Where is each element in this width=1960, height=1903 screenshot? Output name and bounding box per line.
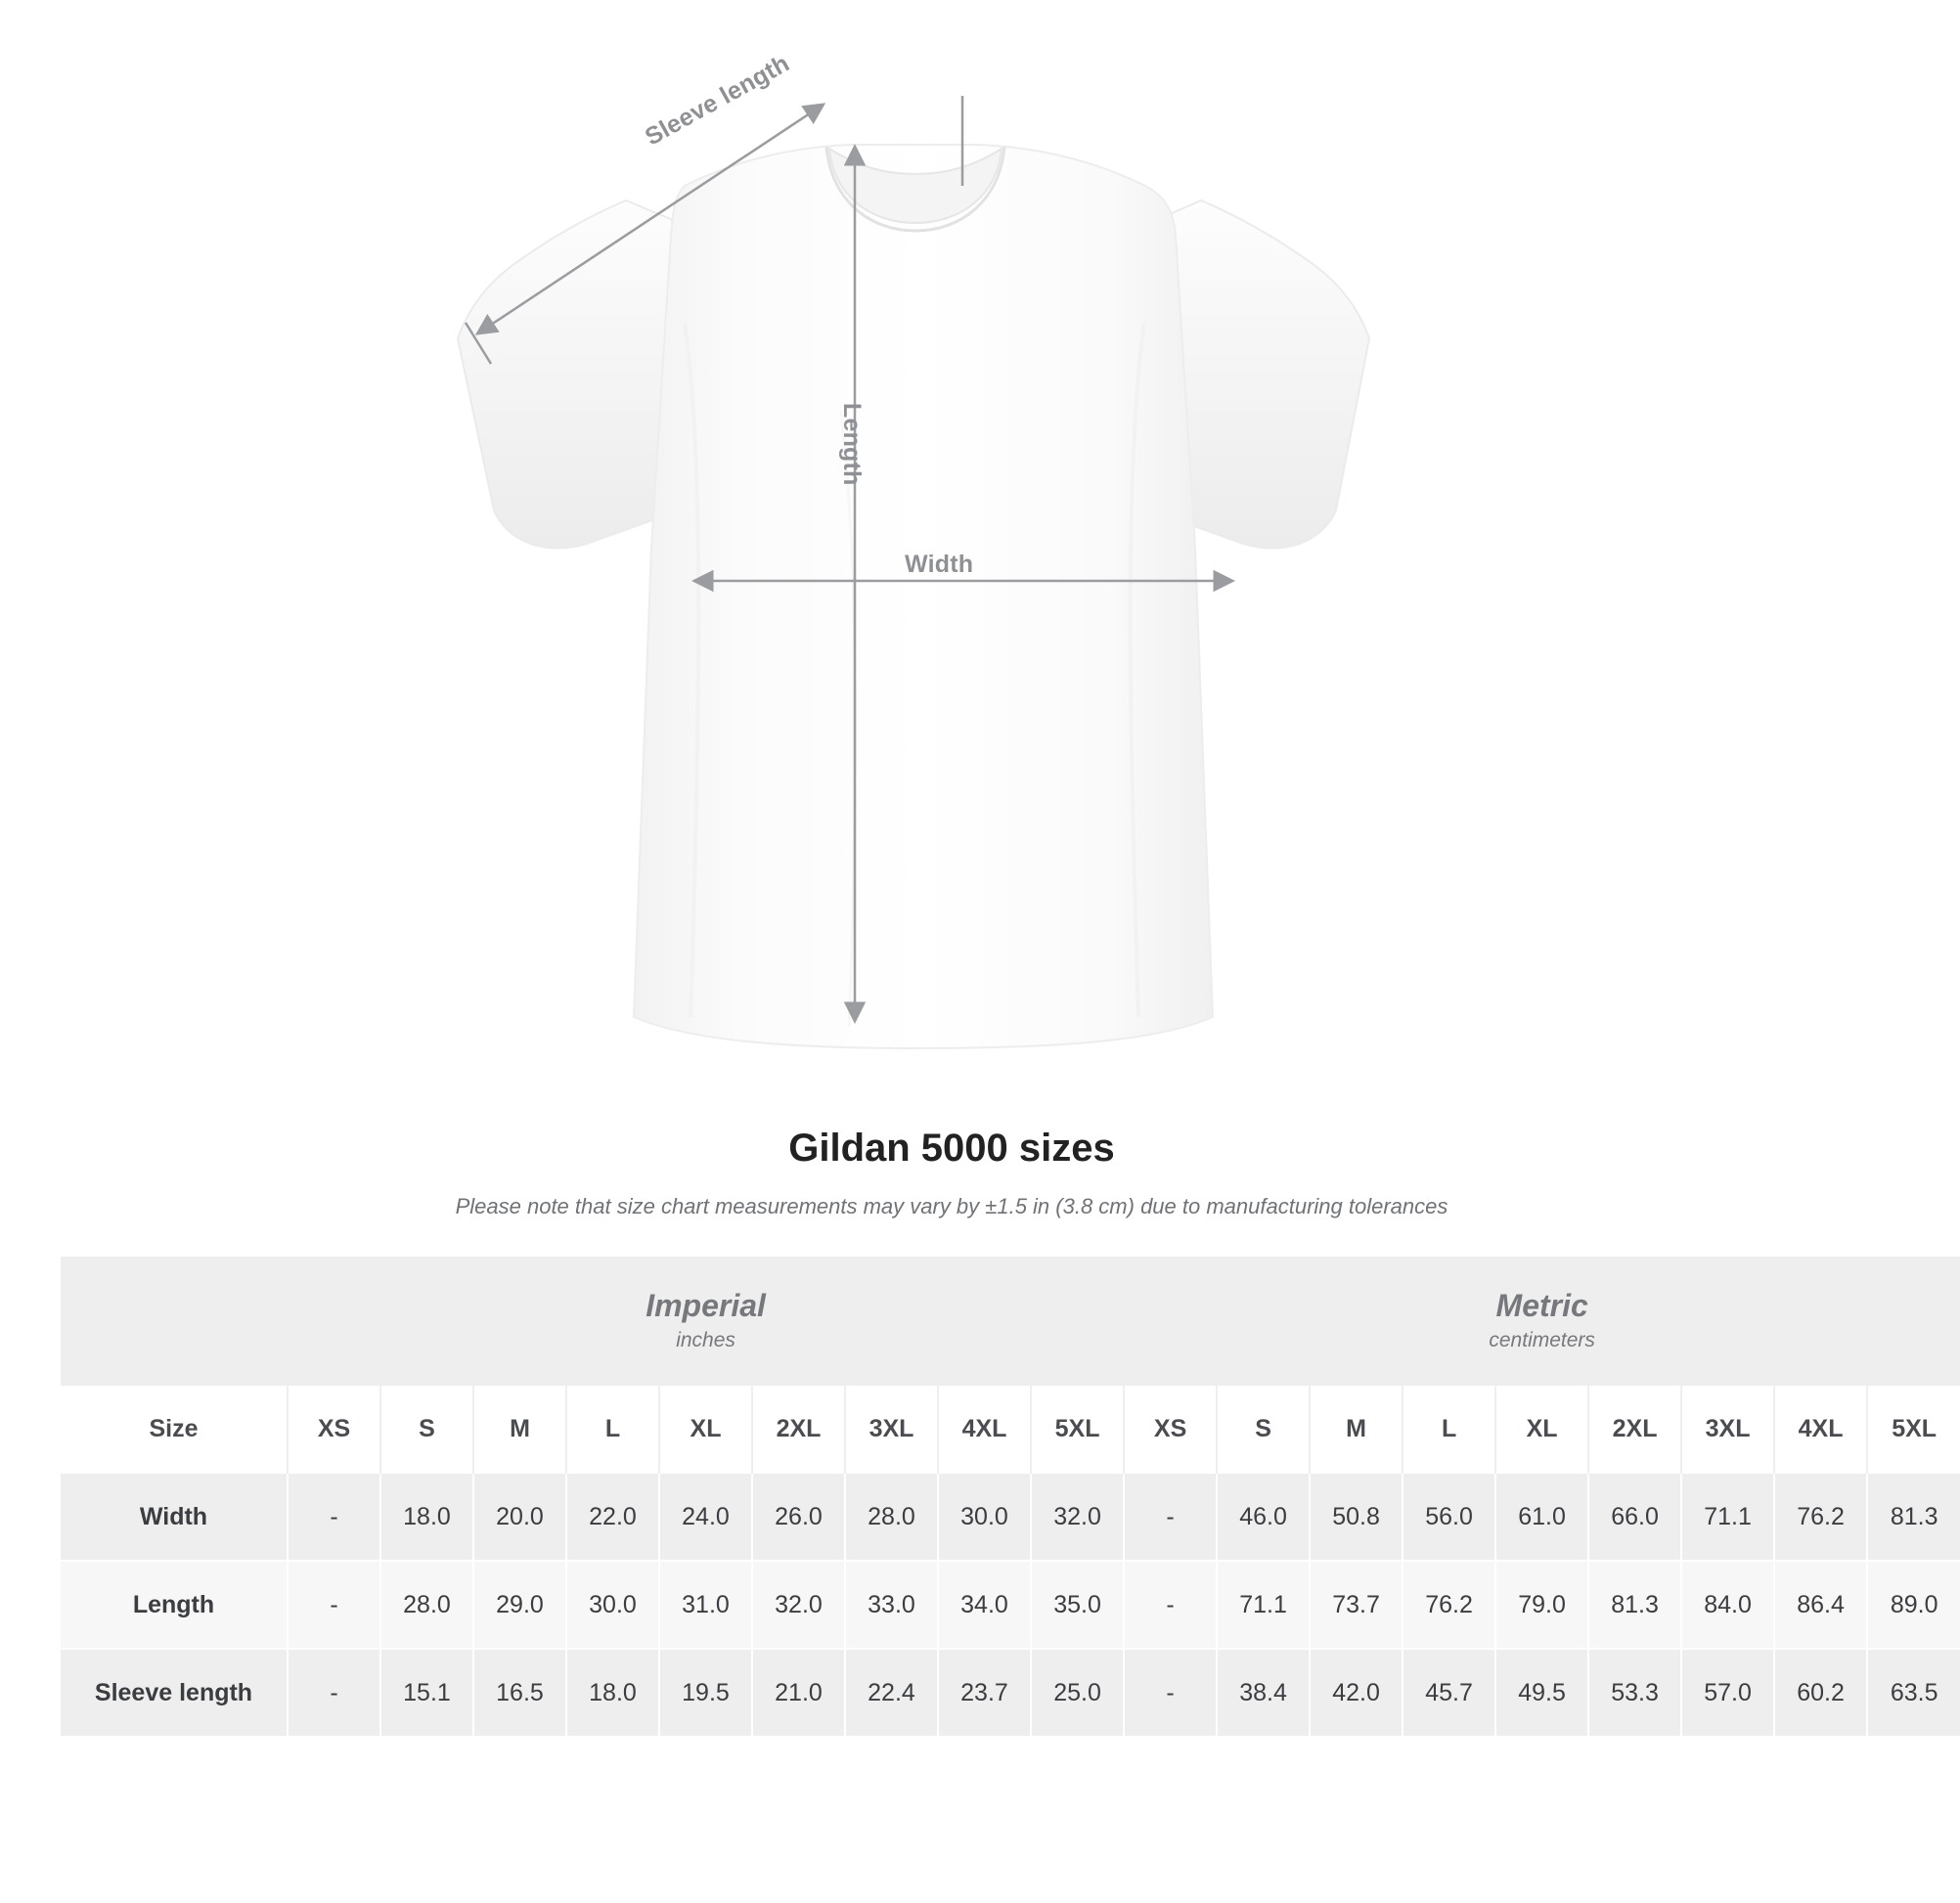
length-imperial-s: 28.0 [380, 1561, 473, 1649]
sleeve-metric-xl: 49.5 [1495, 1649, 1588, 1736]
length-imperial-xl: 31.0 [659, 1561, 752, 1649]
unit-header-row [61, 1257, 1960, 1386]
width-imperial-2xl: 26.0 [752, 1473, 845, 1561]
row-label-length: Length [61, 1561, 288, 1649]
size-header-metric-2xl: 2XL [1588, 1386, 1681, 1473]
size-header-metric-xl: XL [1495, 1386, 1588, 1473]
width-imperial-m: 20.0 [473, 1473, 566, 1561]
length-metric-m: 73.7 [1310, 1561, 1403, 1649]
length-metric-5xl: 89.0 [1867, 1561, 1960, 1649]
size-header-imperial-m: M [473, 1386, 566, 1473]
length-metric-xs: - [1124, 1561, 1217, 1649]
row-label-sleeve-length: Sleeve length [61, 1649, 288, 1736]
width-imperial-3xl: 28.0 [845, 1473, 938, 1561]
sleeve-metric-m: 42.0 [1310, 1649, 1403, 1736]
size-header-imperial-s: S [380, 1386, 473, 1473]
width-metric-s: 46.0 [1217, 1473, 1310, 1561]
width-imperial-xs: - [288, 1473, 380, 1561]
unit-system-metric: Metric [1495, 1288, 1588, 1324]
length-metric-4xl: 86.4 [1774, 1561, 1867, 1649]
sleeve-imperial-m: 16.5 [473, 1649, 566, 1736]
size-header-imperial-5xl: 5XL [1031, 1386, 1124, 1473]
unit-group-metric [1124, 1257, 1960, 1386]
size-column-header: Size [61, 1386, 288, 1473]
size-header-metric-3xl: 3XL [1681, 1386, 1774, 1473]
length-imperial-4xl: 34.0 [938, 1561, 1031, 1649]
length-dimension-label: Length [838, 403, 866, 486]
length-metric-2xl: 81.3 [1588, 1561, 1681, 1649]
width-metric-xs: - [1124, 1473, 1217, 1561]
length-imperial-m: 29.0 [473, 1561, 566, 1649]
size-header-metric-4xl: 4XL [1774, 1386, 1867, 1473]
size-header-metric-xs: XS [1124, 1386, 1217, 1473]
sleeve-imperial-s: 15.1 [380, 1649, 473, 1736]
sleeve-imperial-2xl: 21.0 [752, 1649, 845, 1736]
width-metric-l: 56.0 [1403, 1473, 1495, 1561]
length-imperial-5xl: 35.0 [1031, 1561, 1124, 1649]
length-imperial-3xl: 33.0 [845, 1561, 938, 1649]
page-title: Gildan 5000 sizes [788, 1127, 1115, 1170]
sleeve-metric-xs: - [1124, 1649, 1217, 1736]
size-header-imperial-xs: XS [288, 1386, 380, 1473]
size-header-metric-l: L [1403, 1386, 1495, 1473]
size-header-imperial-l: L [566, 1386, 659, 1473]
size-header-imperial-4xl: 4XL [938, 1386, 1031, 1473]
size-header-imperial-xl: XL [659, 1386, 752, 1473]
table-row [61, 1473, 1960, 1561]
width-imperial-4xl: 30.0 [938, 1473, 1031, 1561]
table-row [61, 1649, 1960, 1736]
unit-system-imperial: Imperial [646, 1288, 766, 1324]
sleeve-imperial-l: 18.0 [566, 1649, 659, 1736]
width-imperial-xl: 24.0 [659, 1473, 752, 1561]
sleeve-metric-l: 45.7 [1403, 1649, 1495, 1736]
size-table-container [61, 1257, 1938, 1736]
unit-name-metric: centimeters [1489, 1329, 1595, 1352]
width-imperial-5xl: 32.0 [1031, 1473, 1124, 1561]
sleeve-imperial-5xl: 25.0 [1031, 1649, 1124, 1736]
length-metric-s: 71.1 [1217, 1561, 1310, 1649]
width-metric-2xl: 66.0 [1588, 1473, 1681, 1561]
width-metric-5xl: 81.3 [1867, 1473, 1960, 1561]
length-imperial-xs: - [288, 1561, 380, 1649]
size-header-row [61, 1386, 1960, 1473]
size-header-metric-s: S [1217, 1386, 1310, 1473]
unit-header-spacer [61, 1257, 288, 1386]
width-dimension-label: Width [905, 551, 974, 578]
length-imperial-l: 30.0 [566, 1561, 659, 1649]
width-metric-4xl: 76.2 [1774, 1473, 1867, 1561]
sleeve-metric-2xl: 53.3 [1588, 1649, 1681, 1736]
sleeve-length-dimension-label: Sleeve length [641, 49, 794, 152]
length-imperial-2xl: 32.0 [752, 1561, 845, 1649]
size-header-metric-5xl: 5XL [1867, 1386, 1960, 1473]
row-label-width: Width [61, 1473, 288, 1561]
table-row [61, 1561, 1960, 1649]
sleeve-imperial-4xl: 23.7 [938, 1649, 1031, 1736]
length-metric-3xl: 84.0 [1681, 1561, 1774, 1649]
length-metric-xl: 79.0 [1495, 1561, 1588, 1649]
unit-group-imperial [288, 1257, 1124, 1386]
unit-name-imperial: inches [676, 1329, 735, 1352]
width-metric-m: 50.8 [1310, 1473, 1403, 1561]
sleeve-metric-s: 38.4 [1217, 1649, 1310, 1736]
sleeve-imperial-xs: - [288, 1649, 380, 1736]
tolerance-note: Please note that size chart measurements may vary by ±1.5 in (3.8 cm) due to manufacturing tolerances [455, 1194, 1448, 1218]
width-metric-3xl: 71.1 [1681, 1473, 1774, 1561]
size-header-imperial-2xl: 2XL [752, 1386, 845, 1473]
sleeve-imperial-xl: 19.5 [659, 1649, 752, 1736]
size-header-metric-m: M [1310, 1386, 1403, 1473]
width-metric-xl: 61.0 [1495, 1473, 1588, 1561]
size-header-imperial-3xl: 3XL [845, 1386, 938, 1473]
sleeve-metric-3xl: 57.0 [1681, 1649, 1774, 1736]
sleeve-imperial-3xl: 22.4 [845, 1649, 938, 1736]
length-metric-l: 76.2 [1403, 1561, 1495, 1649]
width-imperial-l: 22.0 [566, 1473, 659, 1561]
size-table [61, 1257, 1960, 1736]
width-imperial-s: 18.0 [380, 1473, 473, 1561]
sleeve-metric-5xl: 63.5 [1867, 1649, 1960, 1736]
sleeve-metric-4xl: 60.2 [1774, 1649, 1867, 1736]
